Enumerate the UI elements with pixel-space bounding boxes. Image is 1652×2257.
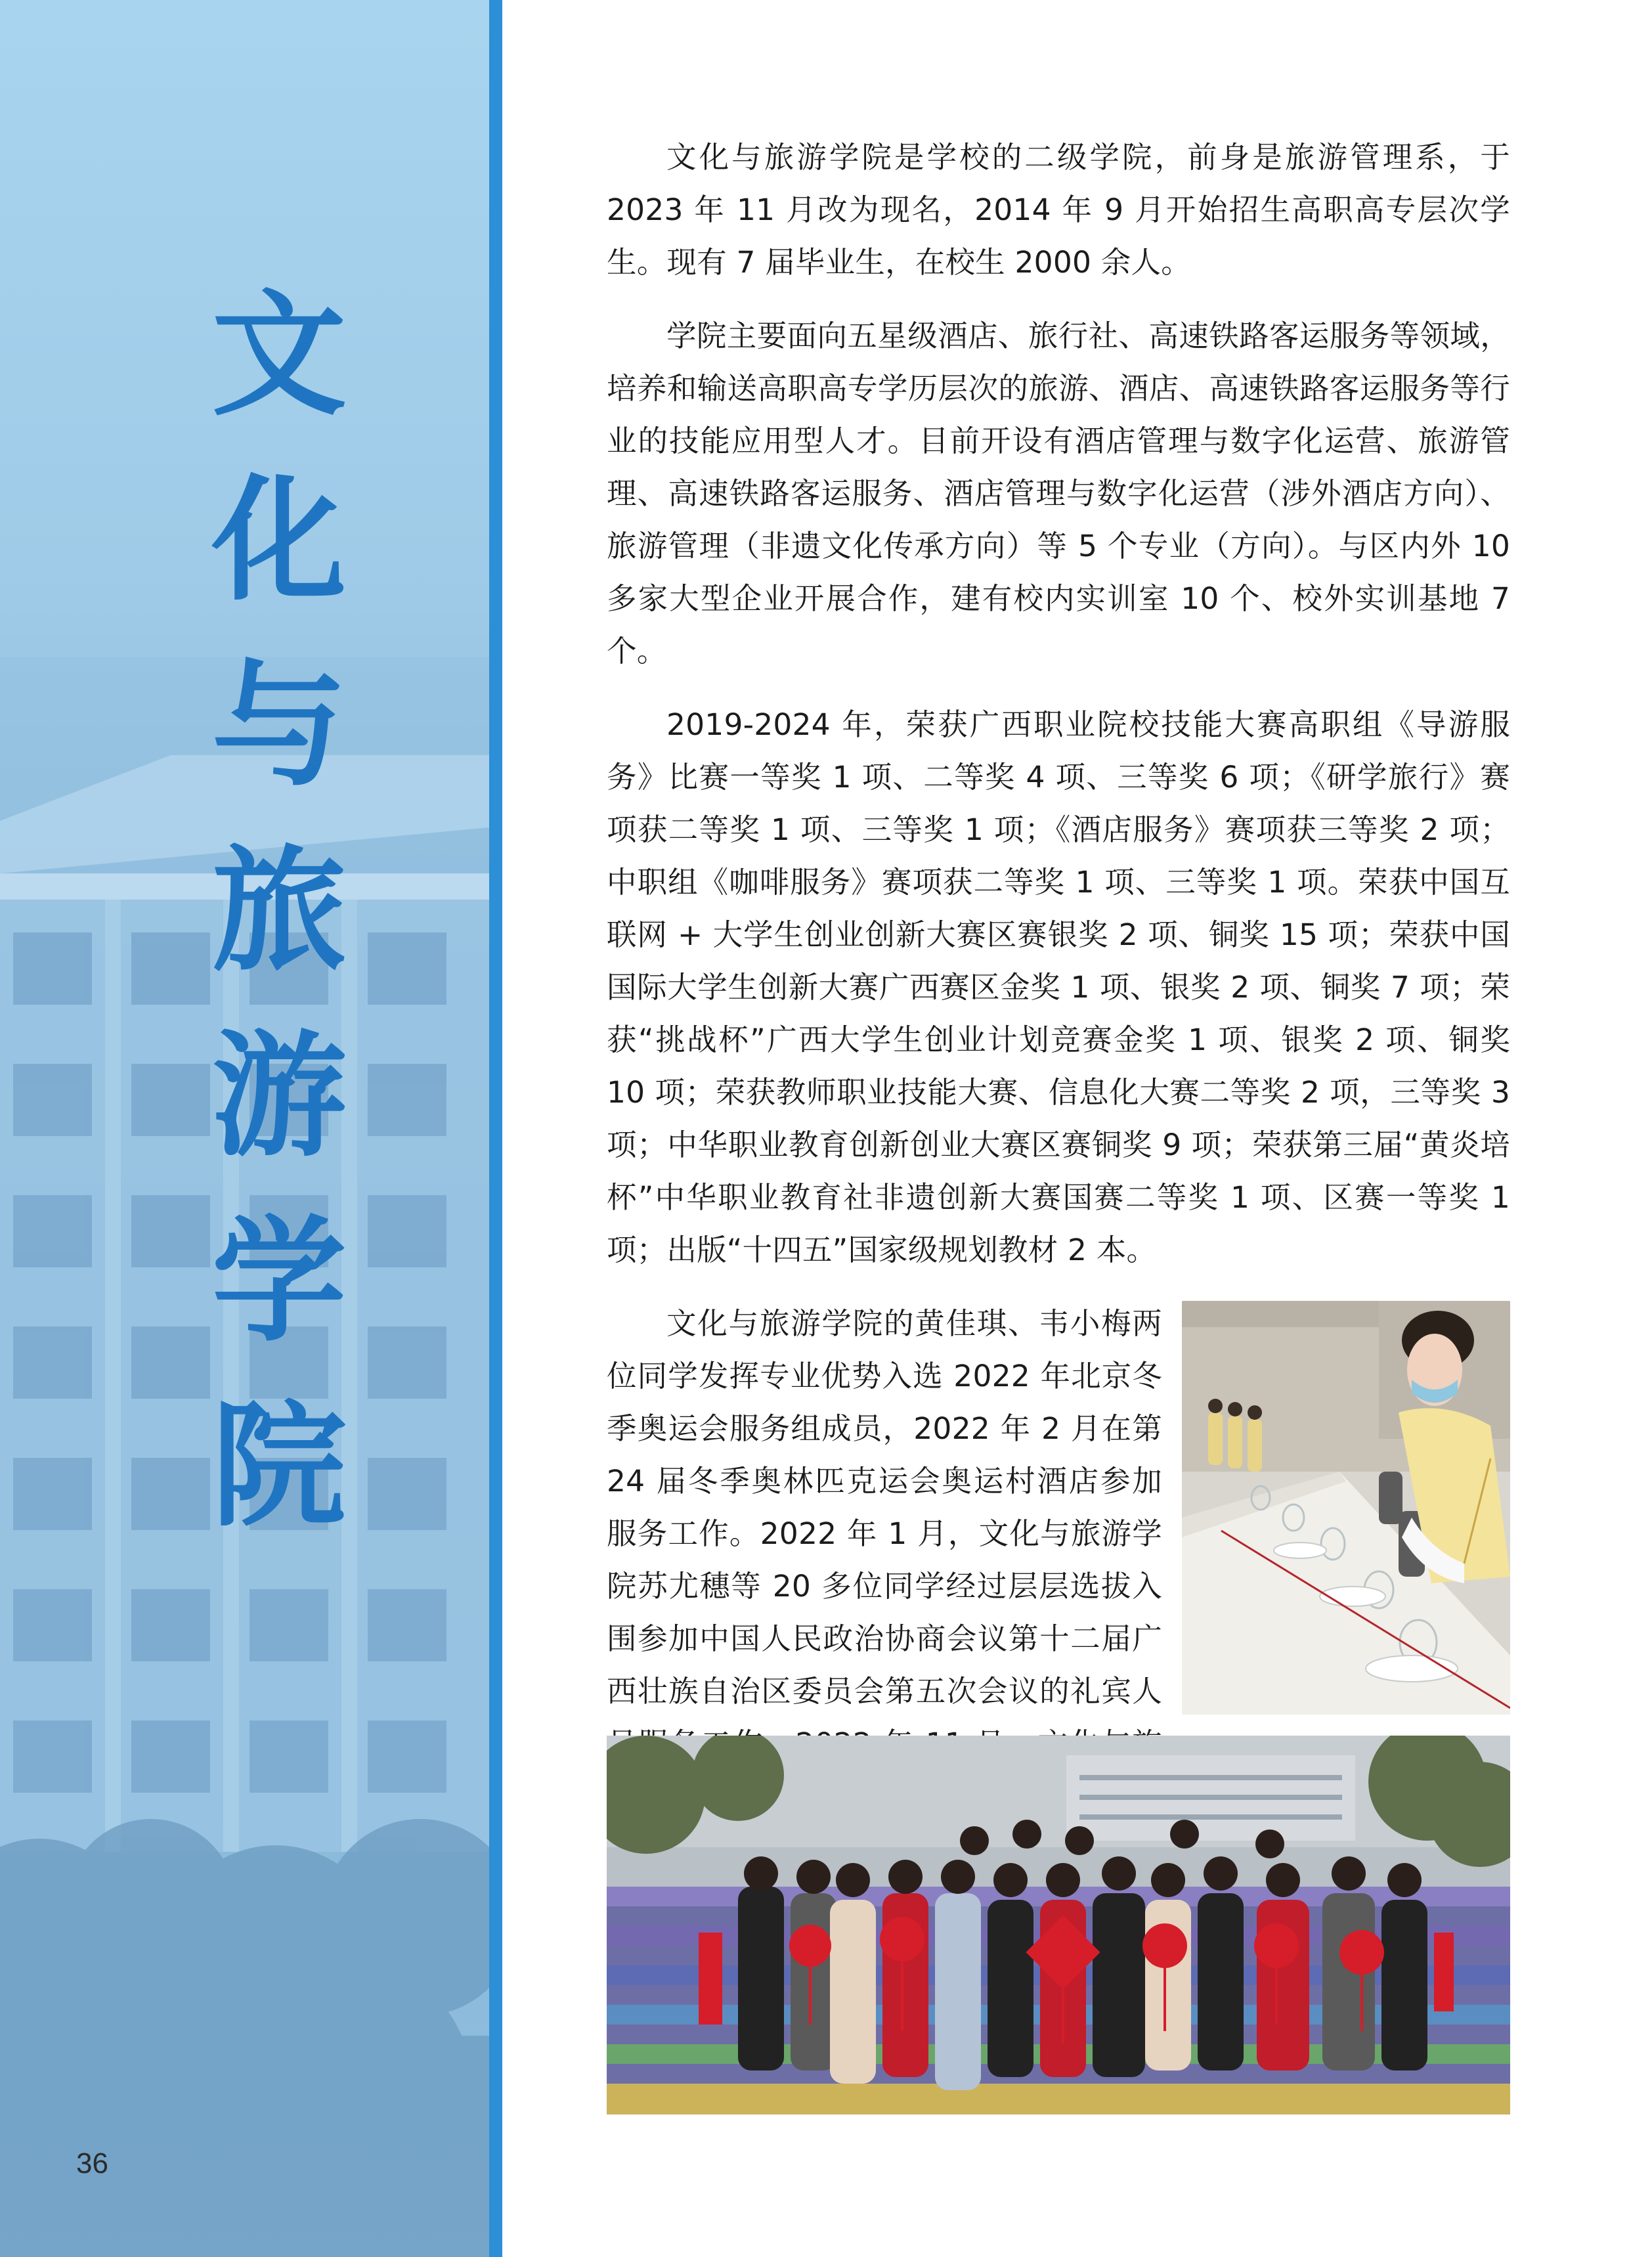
hotel-service-photo — [1182, 1301, 1510, 1715]
title-char: 文 — [211, 276, 347, 434]
title-char: 化 — [211, 462, 347, 619]
blue-stripe-divider — [489, 0, 502, 2257]
paragraph-intro: 文化与旅游学院是学校的二级学院，前身是旅游管理系，于 2023 年 11 月改为现名，2014 年 9 月开始招生高职高专层次学生。现有 7 届毕业生，在校生 2000 余人。 — [607, 140, 1510, 280]
title-char: 学 — [211, 1202, 347, 1360]
page-number: 36 — [76, 2147, 108, 2180]
paragraph-awards: 2019-2024 年，荣获广西职业院校技能大赛高职组《导游服务》比赛一等奖 1 项、二等奖 4 项、三等奖 6 项；《研学旅行》赛项获二等奖 1 项、三等奖 1 项；《酒店服务》赛项获三等奖 2 项；中职组《咖啡服务》赛项获二等奖 1 项、三等奖 1 项。荣获中国互联网 + 大学生创业创新大赛区赛银奖 2 项、铜奖 15 项；荣获中国国际大学生创新大赛广西赛区金奖 1 项、银奖 2 项、铜奖 7 项；荣获“挑战杯”广西大学生创业计划竞赛金奖 1 项、银奖 2 项、铜奖 10 项；荣获教师职业技能大赛、信息化大赛二等奖 2 项，三等奖 3 项；中华职业教育创新创业大赛区赛铜奖 9 项；荣获第三届“黄炎培杯”中华职业教育社非遗创新大赛国赛二等奖 1 项、区赛一等奖 1 项；出版“十四五”国家级规划教材 2 本。 — [607, 707, 1510, 1267]
paragraph-service: 文化与旅游学院的黄佳琪、韦小梅两位同学发挥专业优势入选 2022 年北京冬季奥运会服务组成员，2022 年 2 月在第 24 届冬季奥林匹克运会奥运村酒店参加服务工作。2022 年 1 月，文化与旅游学院苏尤穗等 20 多位同学经过层层选拔入围参加中国人民政治协商会议第十二届广西壮族自治区委员会第五次会议的礼宾人 — [607, 1306, 1162, 1709]
vertical-page-title — [197, 263, 361, 1559]
main-text-column — [607, 131, 1510, 1981]
paragraph-majors: 学院主要面向五星级酒店、旅行社、高速铁路客运服务等领域，培养和输送高职高专学历层次的旅游、酒店、高速铁路客运服务等行业的技能应用型人才。目前开设有酒店管理与数字化运营、旅游管理、高速铁路客运服务、酒店管理与数字化运营（涉外酒店方向）、旅游管理（非遗文化传承方向）等 5 个专业（方向）。与区内外 10 多家大型企业开展合作，建有校内实训室 10 个、校外实训基地 7 个。 — [607, 318, 1510, 668]
title-char: 与 — [211, 647, 347, 804]
group-photo — [607, 1736, 1510, 2115]
title-char: 院 — [211, 1388, 347, 1545]
title-char: 旅 — [211, 832, 347, 990]
title-char: 游 — [211, 1017, 347, 1175]
